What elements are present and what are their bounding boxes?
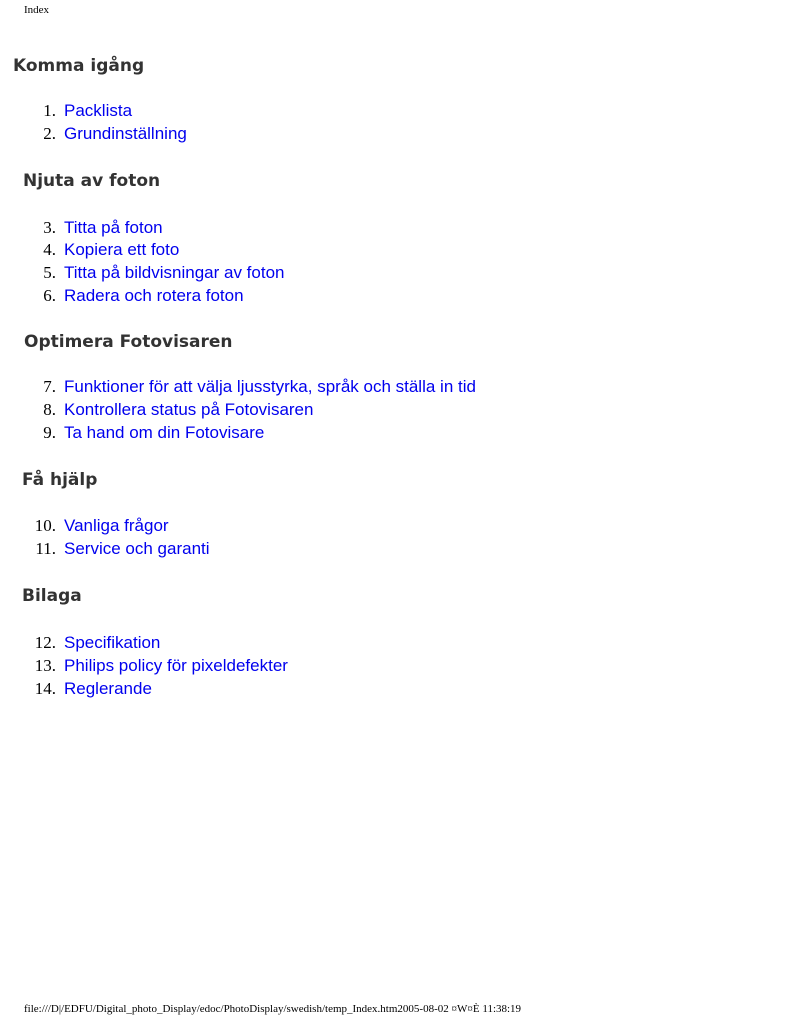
item-number: 7. xyxy=(43,377,56,396)
section-heading: Optimera Fotovisaren xyxy=(24,332,233,352)
item-number: 9. xyxy=(43,423,56,442)
item-number: 8. xyxy=(43,400,56,419)
section-heading: Njuta av foton xyxy=(23,171,161,191)
toc-link-ta-hand-om[interactable]: Ta hand om din Fotovisare xyxy=(64,423,265,442)
toc-link-kontrollera-status[interactable]: Kontrollera status på Fotovisaren xyxy=(64,400,314,419)
item-number: 14. xyxy=(34,679,56,698)
toc-link-service-och-garanti[interactable]: Service och garanti xyxy=(64,539,210,558)
toc-link-pixeldefekter[interactable]: Philips policy för pixeldefekter xyxy=(64,656,288,675)
item-number: 12. xyxy=(34,633,56,652)
toc-link-reglerande[interactable]: Reglerande xyxy=(64,679,152,698)
toc-link-grundinstallning[interactable]: Grundinställning xyxy=(64,124,187,143)
item-number: 11. xyxy=(35,539,56,558)
item-number: 3. xyxy=(43,218,56,237)
section-heading: Komma igång xyxy=(13,56,145,76)
item-number: 1. xyxy=(43,101,56,120)
toc-link-radera-och-rotera[interactable]: Radera och rotera foton xyxy=(64,286,244,305)
item-number: 10. xyxy=(34,516,56,535)
item-number: 6. xyxy=(43,286,56,305)
page-footer-path: file:///D|/EDFU/Digital_photo_Display/edoc/PhotoDisplay/swedish/temp_Index.htm2005-08-02 ¤W¤È 11:38:19 xyxy=(24,1003,522,1015)
section-heading: Bilaga xyxy=(22,586,82,606)
toc-link-funktioner[interactable]: Funktioner för att välja ljusstyrka, språk och ställa in tid xyxy=(64,377,476,396)
item-number: 2. xyxy=(43,124,56,143)
toc-link-titta-pa-foton[interactable]: Titta på foton xyxy=(64,218,163,237)
page-header-title: Index xyxy=(24,4,50,16)
item-number: 4. xyxy=(43,240,56,259)
toc-link-kopiera-ett-foto[interactable]: Kopiera ett foto xyxy=(64,240,180,259)
item-number: 5. xyxy=(43,263,56,282)
item-number: 13. xyxy=(34,656,56,675)
section-heading: Få hjälp xyxy=(22,470,98,490)
toc-link-specifikation[interactable]: Specifikation xyxy=(64,633,161,652)
toc-link-bildvisningar[interactable]: Titta på bildvisningar av foton xyxy=(64,263,285,282)
toc-link-packlista[interactable]: Packlista xyxy=(64,101,133,120)
toc-link-vanliga-fragor[interactable]: Vanliga frågor xyxy=(64,516,169,535)
